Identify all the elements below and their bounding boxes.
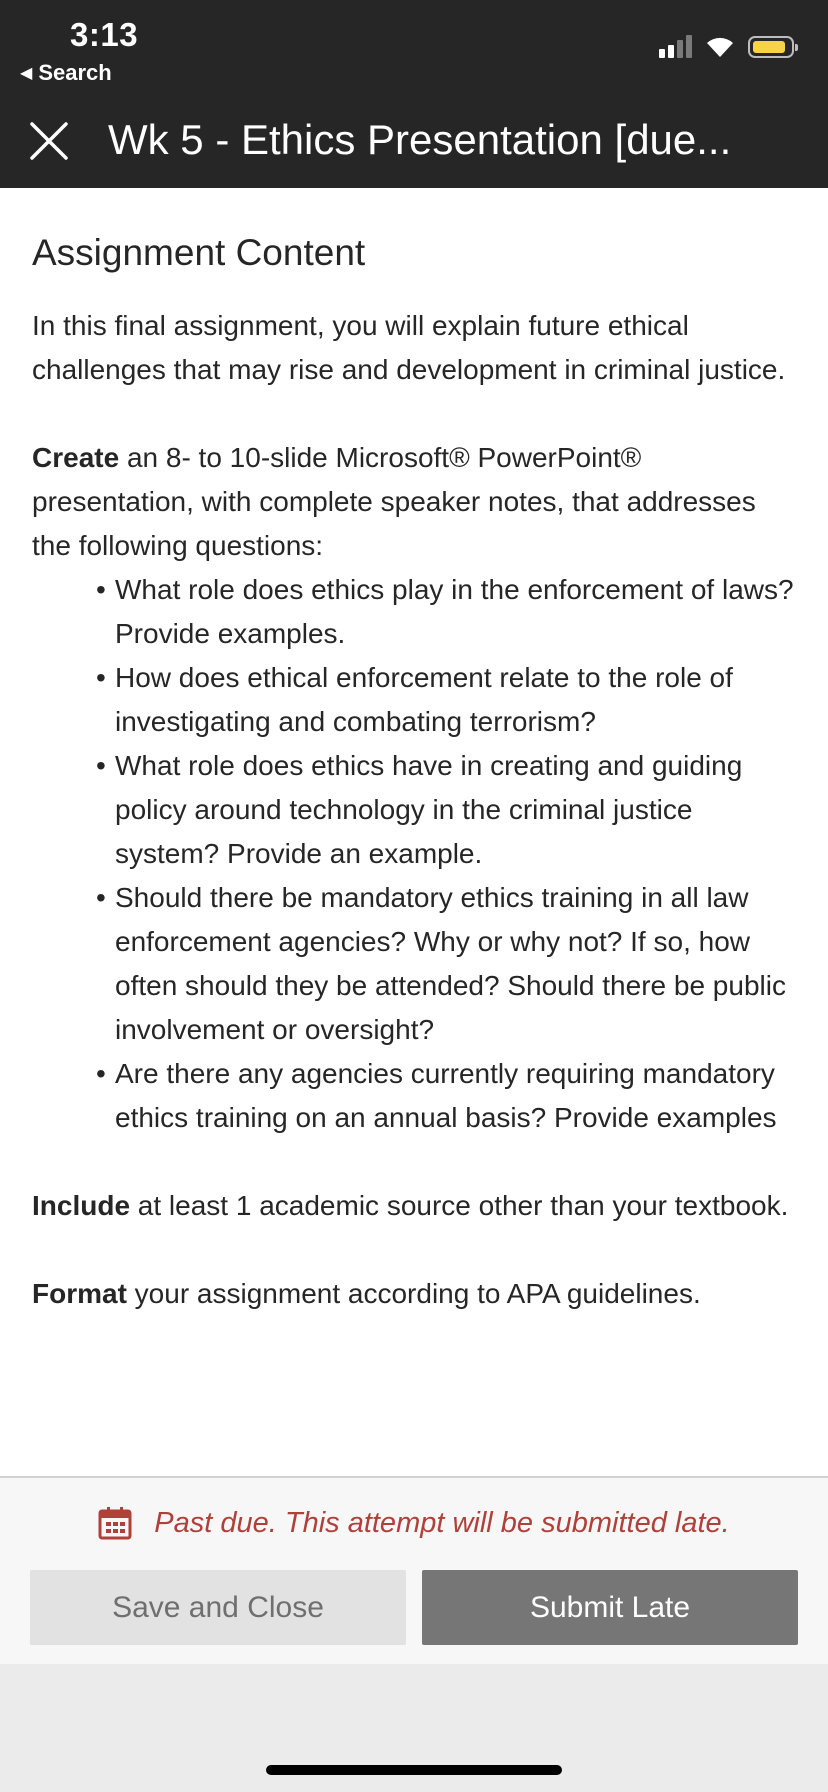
- back-app-label: Search: [38, 60, 112, 85]
- question-item: • Are there any agencies currently requiring mandatory ethics training on an annual basis? Provide examples: [115, 1052, 796, 1140]
- back-triangle-icon: ◀: [20, 65, 33, 82]
- status-icons: [659, 34, 794, 58]
- submission-footer: [0, 1476, 828, 1664]
- create-bold: Create: [32, 442, 120, 473]
- save-and-close-button[interactable]: Save and Close: [30, 1570, 406, 1645]
- include-text: at least 1 academic source other than your textbook.: [130, 1190, 789, 1221]
- question-item: • What role does ethics have in creating and guiding policy around technology in the criminal justice system? Provide an example.: [115, 744, 796, 876]
- status-bar: [0, 0, 828, 94]
- include-paragraph: [32, 1184, 796, 1228]
- assignment-content-panel[interactable]: [0, 188, 828, 1476]
- include-bold: Include: [32, 1190, 131, 1221]
- status-time: 3:13: [70, 16, 139, 53]
- intro-paragraph: In this final assignment, you will explain future ethical challenges that may rise and development in criminal justice.: [32, 310, 786, 385]
- past-due-text: Past due. This attempt will be submitted late.: [154, 1506, 730, 1539]
- assignment-title: Wk 5 - Ethics Presentation [due...: [108, 116, 732, 163]
- submit-late-button[interactable]: Submit Late: [422, 1570, 798, 1645]
- close-icon[interactable]: [24, 116, 74, 166]
- format-text: your assignment according to APA guidelines.: [126, 1278, 701, 1309]
- question-item: • How does ethical enforcement relate to the role of investigating and combating terrorism?: [115, 656, 796, 744]
- battery-icon: [748, 36, 794, 58]
- cellular-signal-icon: [659, 34, 692, 58]
- wifi-icon: [704, 34, 736, 58]
- home-indicator[interactable]: [266, 1765, 562, 1775]
- calendar-icon: [98, 1506, 132, 1540]
- format-paragraph: [32, 1272, 796, 1316]
- question-item: • What role does ethics play in the enforcement of laws? Provide examples.: [115, 568, 796, 656]
- nav-bar: [0, 94, 828, 188]
- back-to-app-link[interactable]: [20, 60, 112, 86]
- format-bold: Format: [32, 1278, 127, 1309]
- question-list: [32, 568, 796, 1140]
- create-text: an 8- to 10-slide Microsoft® PowerPoint® presentation, with complete speaker notes, that addresses the following questions:: [32, 442, 756, 561]
- question-item: • Should there be mandatory ethics training in all law enforcement agencies? Why or why not? If so, how often should they be attended? Should there be public involvement or oversight?: [115, 876, 796, 1052]
- past-due-warning: [0, 1506, 828, 1540]
- create-paragraph: [32, 436, 796, 568]
- content-heading: Assignment Content: [32, 232, 366, 273]
